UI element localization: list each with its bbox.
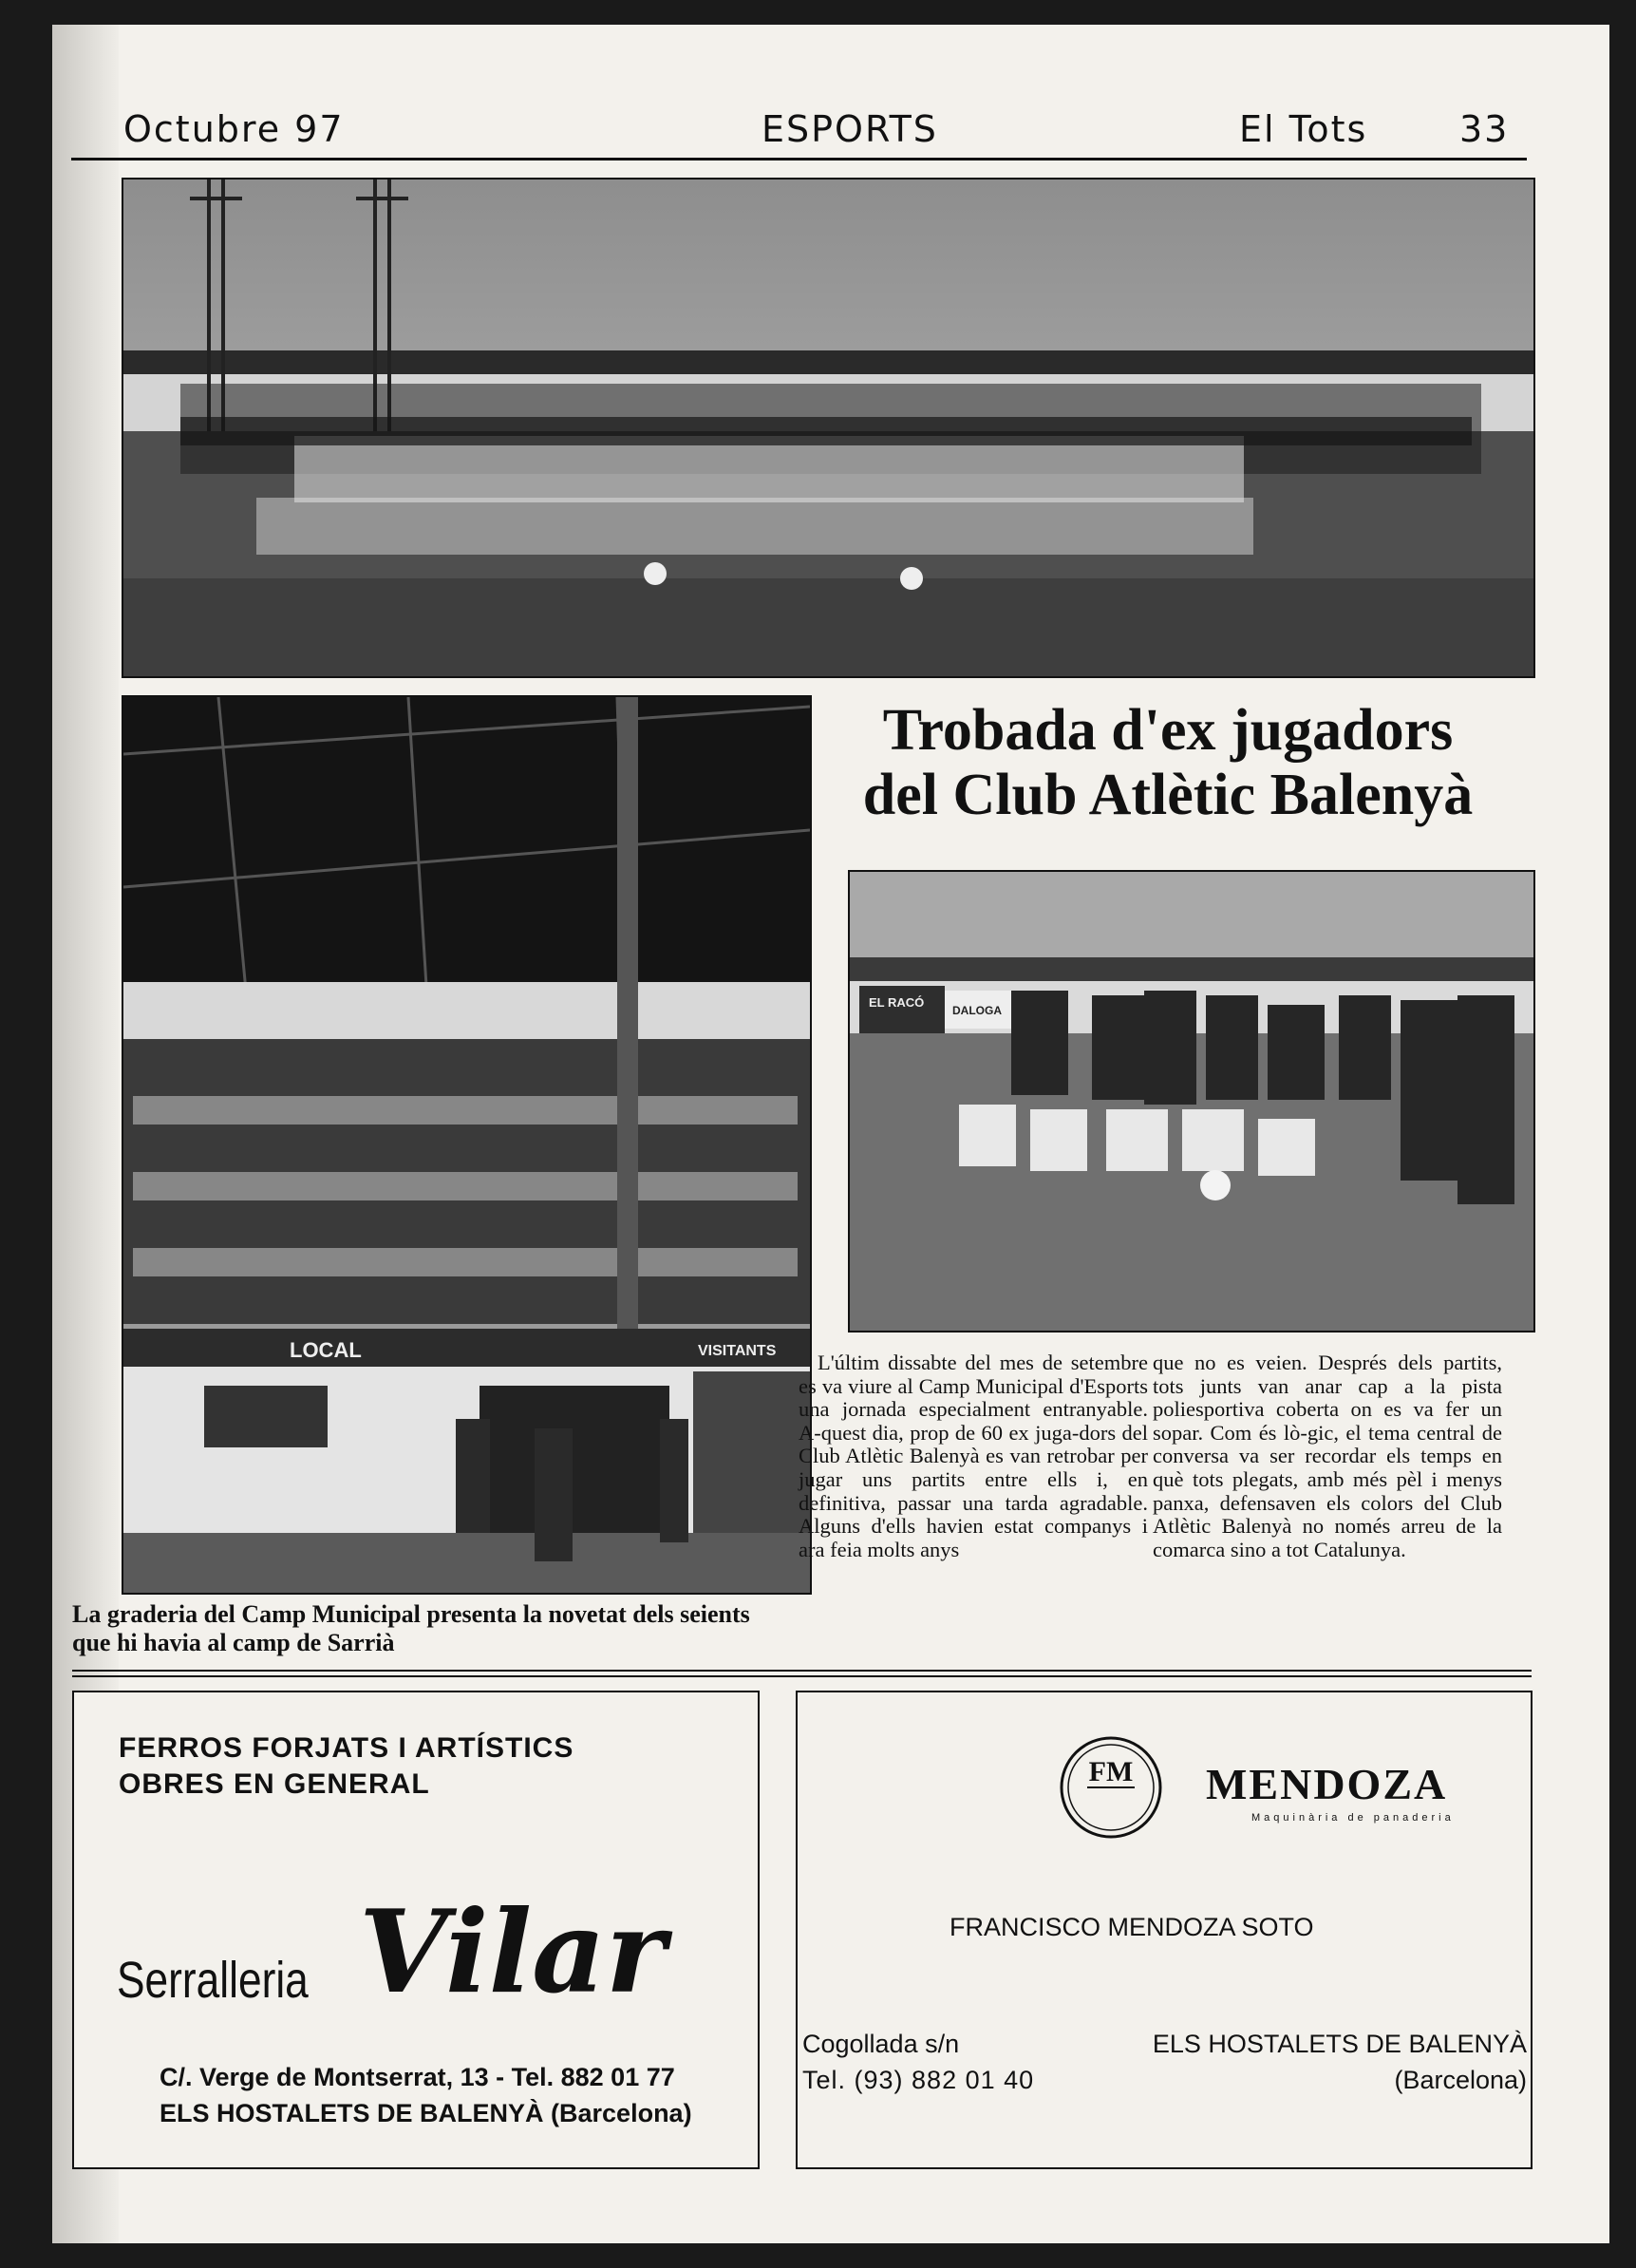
- stadium-stands-photo: [122, 695, 812, 1595]
- mendoza-owner: FRANCISCO MENDOZA SOTO: [950, 1913, 1314, 1941]
- stand-sign-visitants: VISITANTS: [698, 1343, 777, 1359]
- mendoza-logo-letters: FM: [1088, 1756, 1134, 1787]
- vilar-logo: [359, 1878, 739, 2030]
- mendoza-tagline: Maquinària de panaderia: [1251, 1812, 1455, 1824]
- mendoza-street: Cogollada s/n: [802, 2030, 960, 2058]
- vilar-address: C/. Verge de Montserrat, 13 - Tel. 882 01 77: [160, 2063, 675, 2091]
- vilar-ad-line-2: OBRES EN GENERAL: [119, 1768, 430, 1800]
- vilar-town: ELS HOSTALETS DE BALENYÀ (Barcelona): [160, 2099, 692, 2127]
- headline-line-1: Trobada d'ex jugadors: [882, 698, 1454, 763]
- header-publication: El Tots: [1239, 108, 1368, 150]
- vilar-business-type: Serralleria: [117, 1952, 309, 2009]
- header-section: ESPORTS: [762, 108, 938, 150]
- small-photo-sign-1: EL RACÓ: [869, 995, 925, 1010]
- mendoza-advertisement: [796, 1691, 1533, 2169]
- page-header: [71, 84, 1527, 152]
- header-page-number: 33: [1459, 108, 1510, 150]
- mendoza-town: ELS HOSTALETS DE BALENYÀ: [1152, 2030, 1527, 2058]
- mendoza-fm-logo: [1059, 1735, 1163, 1840]
- section-divider-bottom: [72, 1675, 1532, 1677]
- stand-sign-local: LOCAL: [290, 1338, 362, 1362]
- header-date: Octubre 97: [123, 108, 345, 150]
- article-body-column-2: que no es veien. Després dels partits, tots junts van anar cap a la pista poliesportiva coberta on es va fer un sopar. Com és lò-gic, el tema central de conversa va ser recordar els temps en què tots plegats, amb més pèl i menys panxa, defensaven els colors del Club Atlètic Balenyà no només arreu de la comarca sino a tot Catalunya.: [1153, 1351, 1502, 1561]
- stadium-photo-caption: La graderia del Camp Municipal presenta la novetat dels seients que hi havia al camp de Sarrià: [72, 1600, 750, 1656]
- vilar-logo-text: Vilar: [359, 1885, 667, 2019]
- mendoza-province: (Barcelona): [1394, 2066, 1527, 2094]
- article-headline: [798, 698, 1538, 827]
- header-rule: [71, 158, 1527, 161]
- mendoza-phone: Tel. (93) 882 01 40: [802, 2066, 1035, 2094]
- small-team-photo: [848, 870, 1535, 1332]
- team-group-photo: [122, 178, 1535, 678]
- vilar-ad-line-1: FERROS FORJATS I ARTÍSTICS: [119, 1732, 574, 1764]
- vilar-advertisement: [72, 1691, 760, 2169]
- mendoza-name: MENDOZA: [1206, 1760, 1448, 1808]
- headline-line-2: del Club Atlètic Balenyà: [862, 763, 1474, 827]
- section-divider-top: [72, 1670, 1532, 1672]
- article-body-column-1: L'últim dissabte del mes de setembre es va viure al Camp Municipal d'Esports una jornada especialment entranyable. A-quest dia, prop de 60 ex juga-dors del Club Atlètic Balenyà es van retrobar per jugar uns partits entre ells i, en definitiva, passar una tarda agradable. Alguns d'ells havien estat companys i ara feia molts anys: [799, 1351, 1148, 1561]
- small-photo-sign-2: DALOGA: [952, 1004, 1002, 1017]
